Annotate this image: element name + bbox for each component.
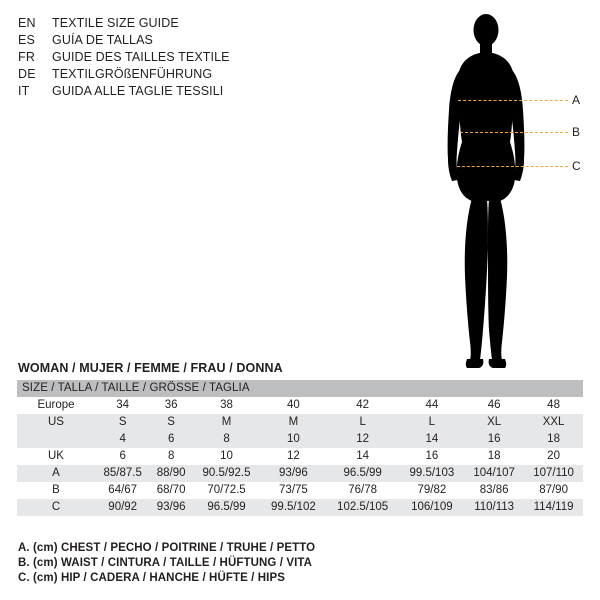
cell: 8 [150, 448, 192, 465]
cell: 76/78 [326, 482, 400, 499]
table-row [17, 482, 583, 499]
cell: 83/86 [464, 482, 524, 499]
language-row [18, 67, 318, 84]
row-label [17, 431, 95, 448]
cell: 90/92 [95, 499, 150, 516]
cell: 20 [524, 448, 583, 465]
language-header [18, 16, 318, 101]
row-label: C [17, 499, 95, 516]
cell: 14 [400, 431, 465, 448]
cell: 87/90 [524, 482, 583, 499]
cell: 36 [150, 397, 192, 414]
language-row [18, 33, 318, 50]
table-header-row [17, 380, 583, 397]
cell: 68/70 [150, 482, 192, 499]
female-silhouette-icon [400, 8, 600, 378]
cell: 10 [261, 431, 326, 448]
cell: 73/75 [261, 482, 326, 499]
size-table-wrapper [17, 380, 583, 516]
legend-row-a: A. (cm) CHEST / PECHO / POITRINE / TRUHE / PETTO [18, 542, 316, 554]
cell: L [326, 414, 400, 431]
measure-line-c [457, 166, 568, 167]
cell: 46 [464, 397, 524, 414]
cell: XXL [524, 414, 583, 431]
section-title-woman: WOMAN / MUJER / FEMME / FRAU / DONNA [18, 361, 283, 375]
measure-line-b [460, 132, 568, 133]
cell: M [192, 414, 261, 431]
cell: 34 [95, 397, 150, 414]
cell: M [261, 414, 326, 431]
female-body-figure [400, 8, 600, 378]
language-code: DE [18, 67, 36, 81]
cell: 114/119 [524, 499, 583, 516]
measure-line-a [458, 100, 568, 101]
language-text: TEXTILE SIZE GUIDE [52, 16, 179, 30]
cell: 99.5/102 [261, 499, 326, 516]
measure-label-c: C [572, 159, 581, 173]
cell: 99.5/103 [400, 465, 465, 482]
legend-row-b: B. (cm) WAIST / CINTURA / TAILLE / HÜFTUNG / VITA [18, 557, 313, 569]
cell: 8 [192, 431, 261, 448]
table-row [17, 414, 583, 431]
cell: 70/72.5 [192, 482, 261, 499]
table-row [17, 465, 583, 482]
cell: 42 [326, 397, 400, 414]
language-code: FR [18, 50, 36, 64]
table-row [17, 431, 583, 448]
cell: 18 [464, 448, 524, 465]
language-row [18, 50, 318, 67]
cell: 90.5/92.5 [192, 465, 261, 482]
language-text: GUIDA ALLE TAGLIE TESSILI [52, 84, 224, 98]
cell: 10 [192, 448, 261, 465]
cell: 6 [95, 448, 150, 465]
cell: 93/96 [261, 465, 326, 482]
language-code: IT [18, 84, 30, 98]
table-header-label: SIZE / TALLA / TAILLE / GRÖSSE / TAGLIA [22, 382, 250, 394]
language-row [18, 84, 318, 101]
cell: 104/107 [464, 465, 524, 482]
measurement-legend [18, 541, 438, 586]
language-row [18, 16, 318, 33]
size-table [17, 380, 583, 516]
cell: 96.5/99 [326, 465, 400, 482]
row-label: UK [17, 448, 95, 465]
cell: 107/110 [524, 465, 583, 482]
cell: S [95, 414, 150, 431]
table-row [17, 448, 583, 465]
cell: 93/96 [150, 499, 192, 516]
row-label: Europe [17, 397, 95, 414]
cell: 12 [261, 448, 326, 465]
cell: 64/67 [95, 482, 150, 499]
row-label: US [17, 414, 95, 431]
cell: 6 [150, 431, 192, 448]
language-code: ES [18, 33, 36, 47]
cell: 38 [192, 397, 261, 414]
cell: S [150, 414, 192, 431]
measure-label-b: B [572, 125, 581, 139]
cell: L [400, 414, 465, 431]
language-code: EN [18, 16, 36, 30]
cell: 12 [326, 431, 400, 448]
cell: 4 [95, 431, 150, 448]
language-text: GUÍA DE TALLAS [52, 33, 153, 47]
cell: 96.5/99 [192, 499, 261, 516]
cell: 85/87.5 [95, 465, 150, 482]
cell: 102.5/105 [326, 499, 400, 516]
table-row [17, 397, 583, 414]
cell: 106/109 [400, 499, 465, 516]
language-text: GUIDE DES TAILLES TEXTILE [52, 50, 230, 64]
cell: XL [464, 414, 524, 431]
cell: 14 [326, 448, 400, 465]
table-row [17, 499, 583, 516]
cell: 40 [261, 397, 326, 414]
row-label: B [17, 482, 95, 499]
cell: 88/90 [150, 465, 192, 482]
legend-row-c: C. (cm) HIP / CADERA / HANCHE / HÜFTE / HIPS [18, 572, 286, 584]
language-text: TEXTILGRÖßENFÜHRUNG [52, 67, 213, 81]
measure-label-a: A [572, 93, 581, 107]
row-label: A [17, 465, 95, 482]
cell: 48 [524, 397, 583, 414]
cell: 18 [524, 431, 583, 448]
cell: 16 [400, 448, 465, 465]
cell: 16 [464, 431, 524, 448]
cell: 44 [400, 397, 465, 414]
cell: 79/82 [400, 482, 465, 499]
cell: 110/113 [464, 499, 524, 516]
